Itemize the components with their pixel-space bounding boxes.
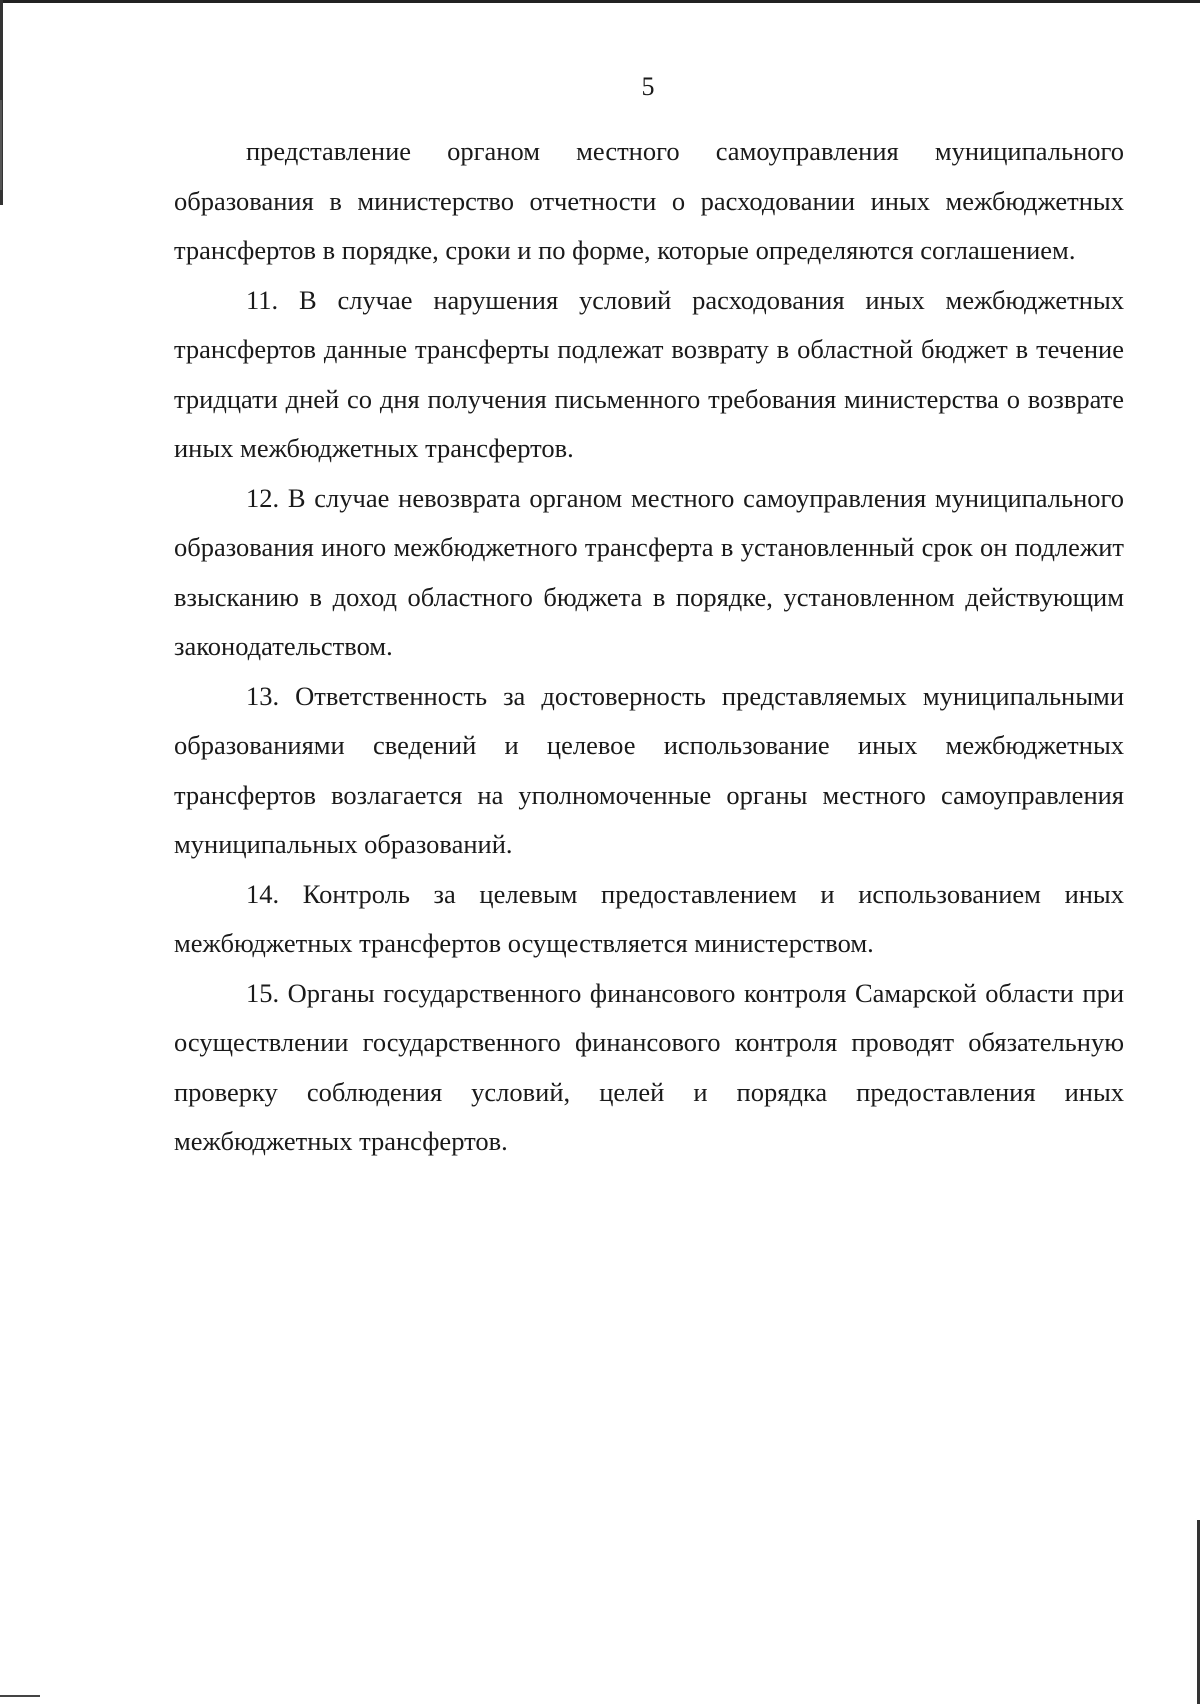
- document-body: [174, 127, 1124, 1167]
- paragraph-11: 11. В случае нарушения условий расходования иных межбюджетных трансфертов данные трансферты подлежат возврату в областной бюджет в течение тридцати дней со дня получения письменного требования министерства о возврате иных межбюджетных трансфертов.: [174, 284, 1124, 463]
- page-number: 5: [641, 72, 655, 101]
- paragraph-continuation: представление органом местного самоуправления муниципального образования в министерство отчетности о расходовании иных межбюджетных трансфертов в порядке, сроки и по форме, которые определяются соглашением.: [174, 136, 1124, 265]
- scan-edge-left-mark: [0, 100, 2, 190]
- paragraph-13: 13. Ответственность за достоверность представляемых муниципальными образованиями сведений и целевое использование иных межбюджетных трансфертов возлагается на уполномоченные органы местного самоуправления муниципальных образований.: [174, 680, 1124, 859]
- paragraph-12: 12. В случае невозврата органом местного самоуправления муниципального образования иного межбюджетного трансферта в установленный срок он подлежит взысканию в доход областного бюджета в порядке, установленном действующим законодательством.: [174, 482, 1124, 661]
- paragraph-15: 15. Органы государственного финансового контроля Самарской области при осуществлении государственного финансового контроля проводят обязательную проверку соблюдения условий, целей и порядка предоставления иных межбюджетных трансфертов.: [174, 977, 1124, 1156]
- scan-edge-bottom: [0, 1695, 40, 1697]
- scan-edge-top: [0, 0, 1200, 3]
- paragraph-14: 14. Контроль за целевым предоставлением и использованием иных межбюджетных трансфертов осуществляется министерством.: [174, 878, 1124, 958]
